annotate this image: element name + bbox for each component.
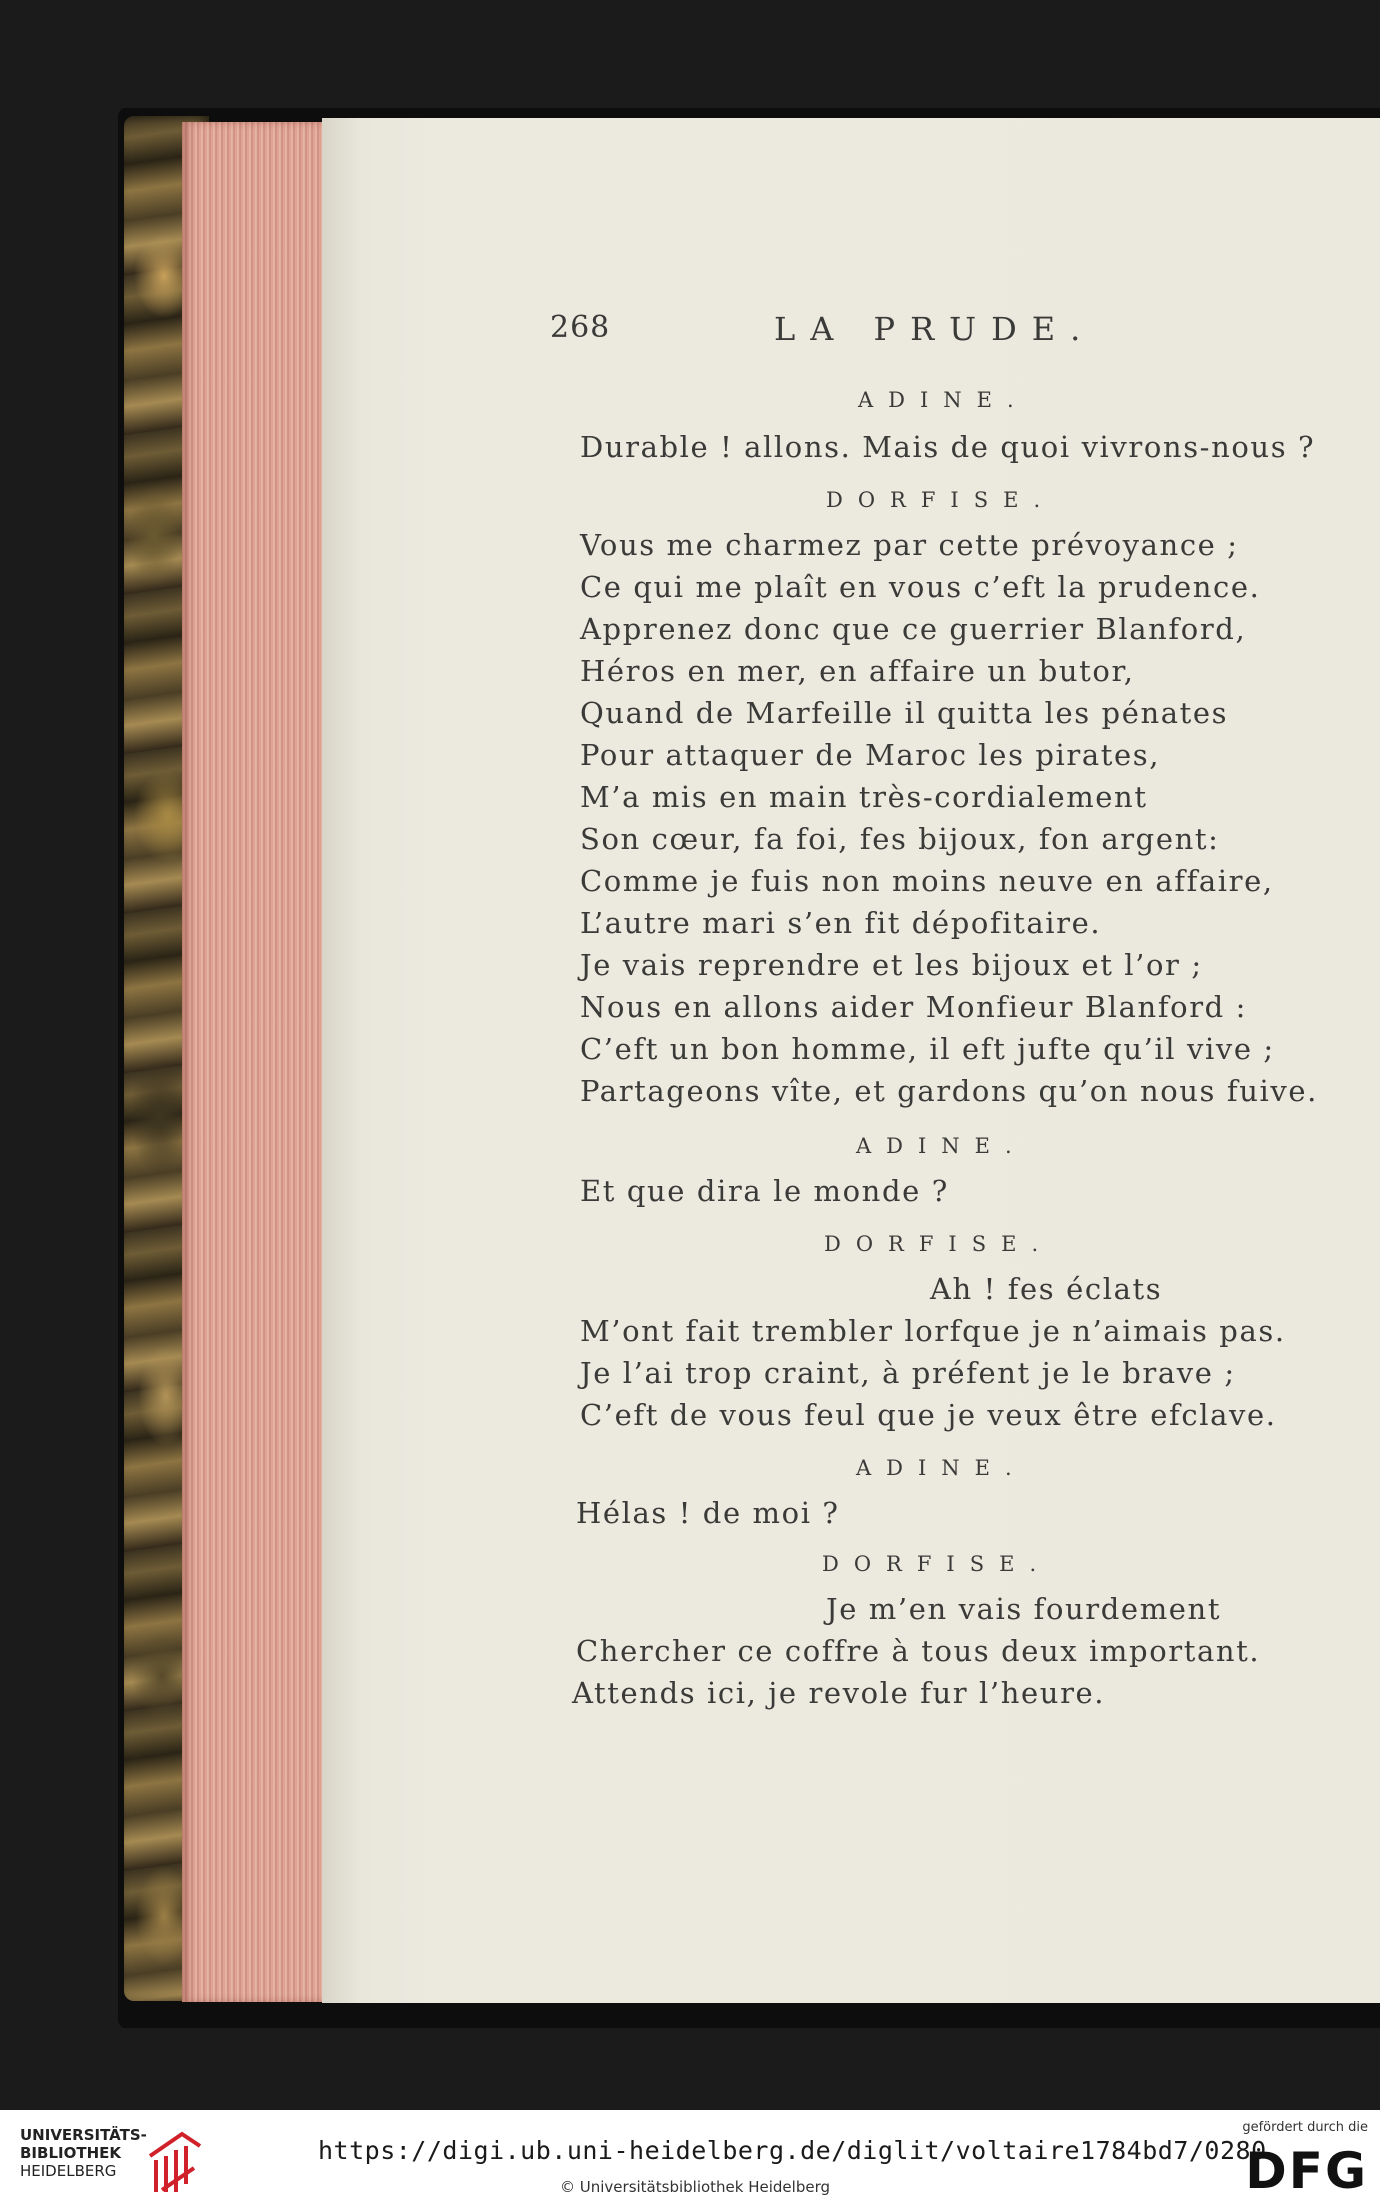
verse-line: Comme je fuis non moins neuve en affaire, [580,864,1274,898]
verse-line: M’a mis en main très-cordialement [580,780,1148,814]
library-name-line1: UNIVERSITÄTS- [20,2126,147,2144]
verse-line: Apprenez donc que ce guerrier Blanford, [580,612,1247,646]
verse-line: Durable ! allons. Mais de quoi vivrons-nous ? [580,430,1316,464]
page-edges [182,122,322,2002]
verse-line: Héros en mer, en affaire un butor, [580,654,1135,688]
verse-line: Et que dira le monde ? [580,1174,949,1208]
sponsor-label: gefördert durch die [1242,2120,1368,2135]
verse-line: Ce qui me plaît en vous c’eft la prudence. [580,570,1261,604]
dfg-logo: DFG [1245,2142,1368,2200]
speaker-name: DORFISE. [822,1552,1052,1576]
verse-line: Quand de Marfeille il quitta les pénates [580,696,1229,730]
verse-line: Ah ! fes éclats [930,1272,1163,1306]
running-title: LA PRUDE. [774,310,1096,348]
verse-line: Son cœur, fa foi, fes bijoux, fon argent: [580,822,1220,856]
verse-line: Je l’ai trop craint, à préfent je le brave ; [580,1356,1236,1390]
verse-line: Hélas ! de moi ? [576,1496,840,1530]
verse-line: Chercher ce coffre à tous deux important. [576,1634,1261,1668]
copyright-notice: © Universitätsbibliothek Heidelberg [560,2178,831,2196]
library-name-line3: HEIDELBERG [20,2162,117,2180]
verse-line: Je m’en vais fourdement [826,1592,1222,1626]
verse-line: Nous en allons aider Monfieur Blanford : [580,990,1248,1024]
verse-line: Vous me charmez par cette prévoyance ; [580,528,1239,562]
verse-line: L’autre mari s’en fit dépofitaire. [580,906,1102,940]
speaker-name: ADINE. [858,388,1029,412]
library-emblem-icon [142,2126,212,2196]
verse-line: C’eft un bon homme, il eft jufte qu’il vive ; [580,1032,1275,1066]
viewer-footer [0,2110,1380,2212]
library-name [20,2126,147,2180]
verse-line: Partageons vîte, et gardons qu’on nous fuive. [580,1074,1318,1108]
verse-line: M’ont fait trembler lorfque je n’aimais pas. [580,1314,1286,1348]
dfg-sponsor[interactable] [1228,2120,1368,2206]
verse-line: Attends ici, je revole fur l’heure. [572,1676,1106,1710]
book-page [322,118,1380,2003]
speaker-name: DORFISE. [826,488,1056,512]
permalink-url[interactable]: https://digi.ub.uni-heidelberg.de/diglit/voltaire1784bd7/0280 [318,2136,1267,2165]
verse-line: Pour attaquer de Maroc les pirates, [580,738,1161,772]
page-number: 268 [550,310,611,345]
verse-line: C’eft de vous feul que je veux être efclave. [580,1398,1277,1432]
speaker-name: ADINE. [856,1456,1027,1480]
university-library-logo[interactable] [20,2126,210,2198]
speaker-name: DORFISE. [824,1232,1054,1256]
verse-line: Je vais reprendre et les bijoux et l’or ; [580,948,1203,982]
library-name-line2: BIBLIOTHEK [20,2144,121,2162]
speaker-name: ADINE. [856,1134,1027,1158]
